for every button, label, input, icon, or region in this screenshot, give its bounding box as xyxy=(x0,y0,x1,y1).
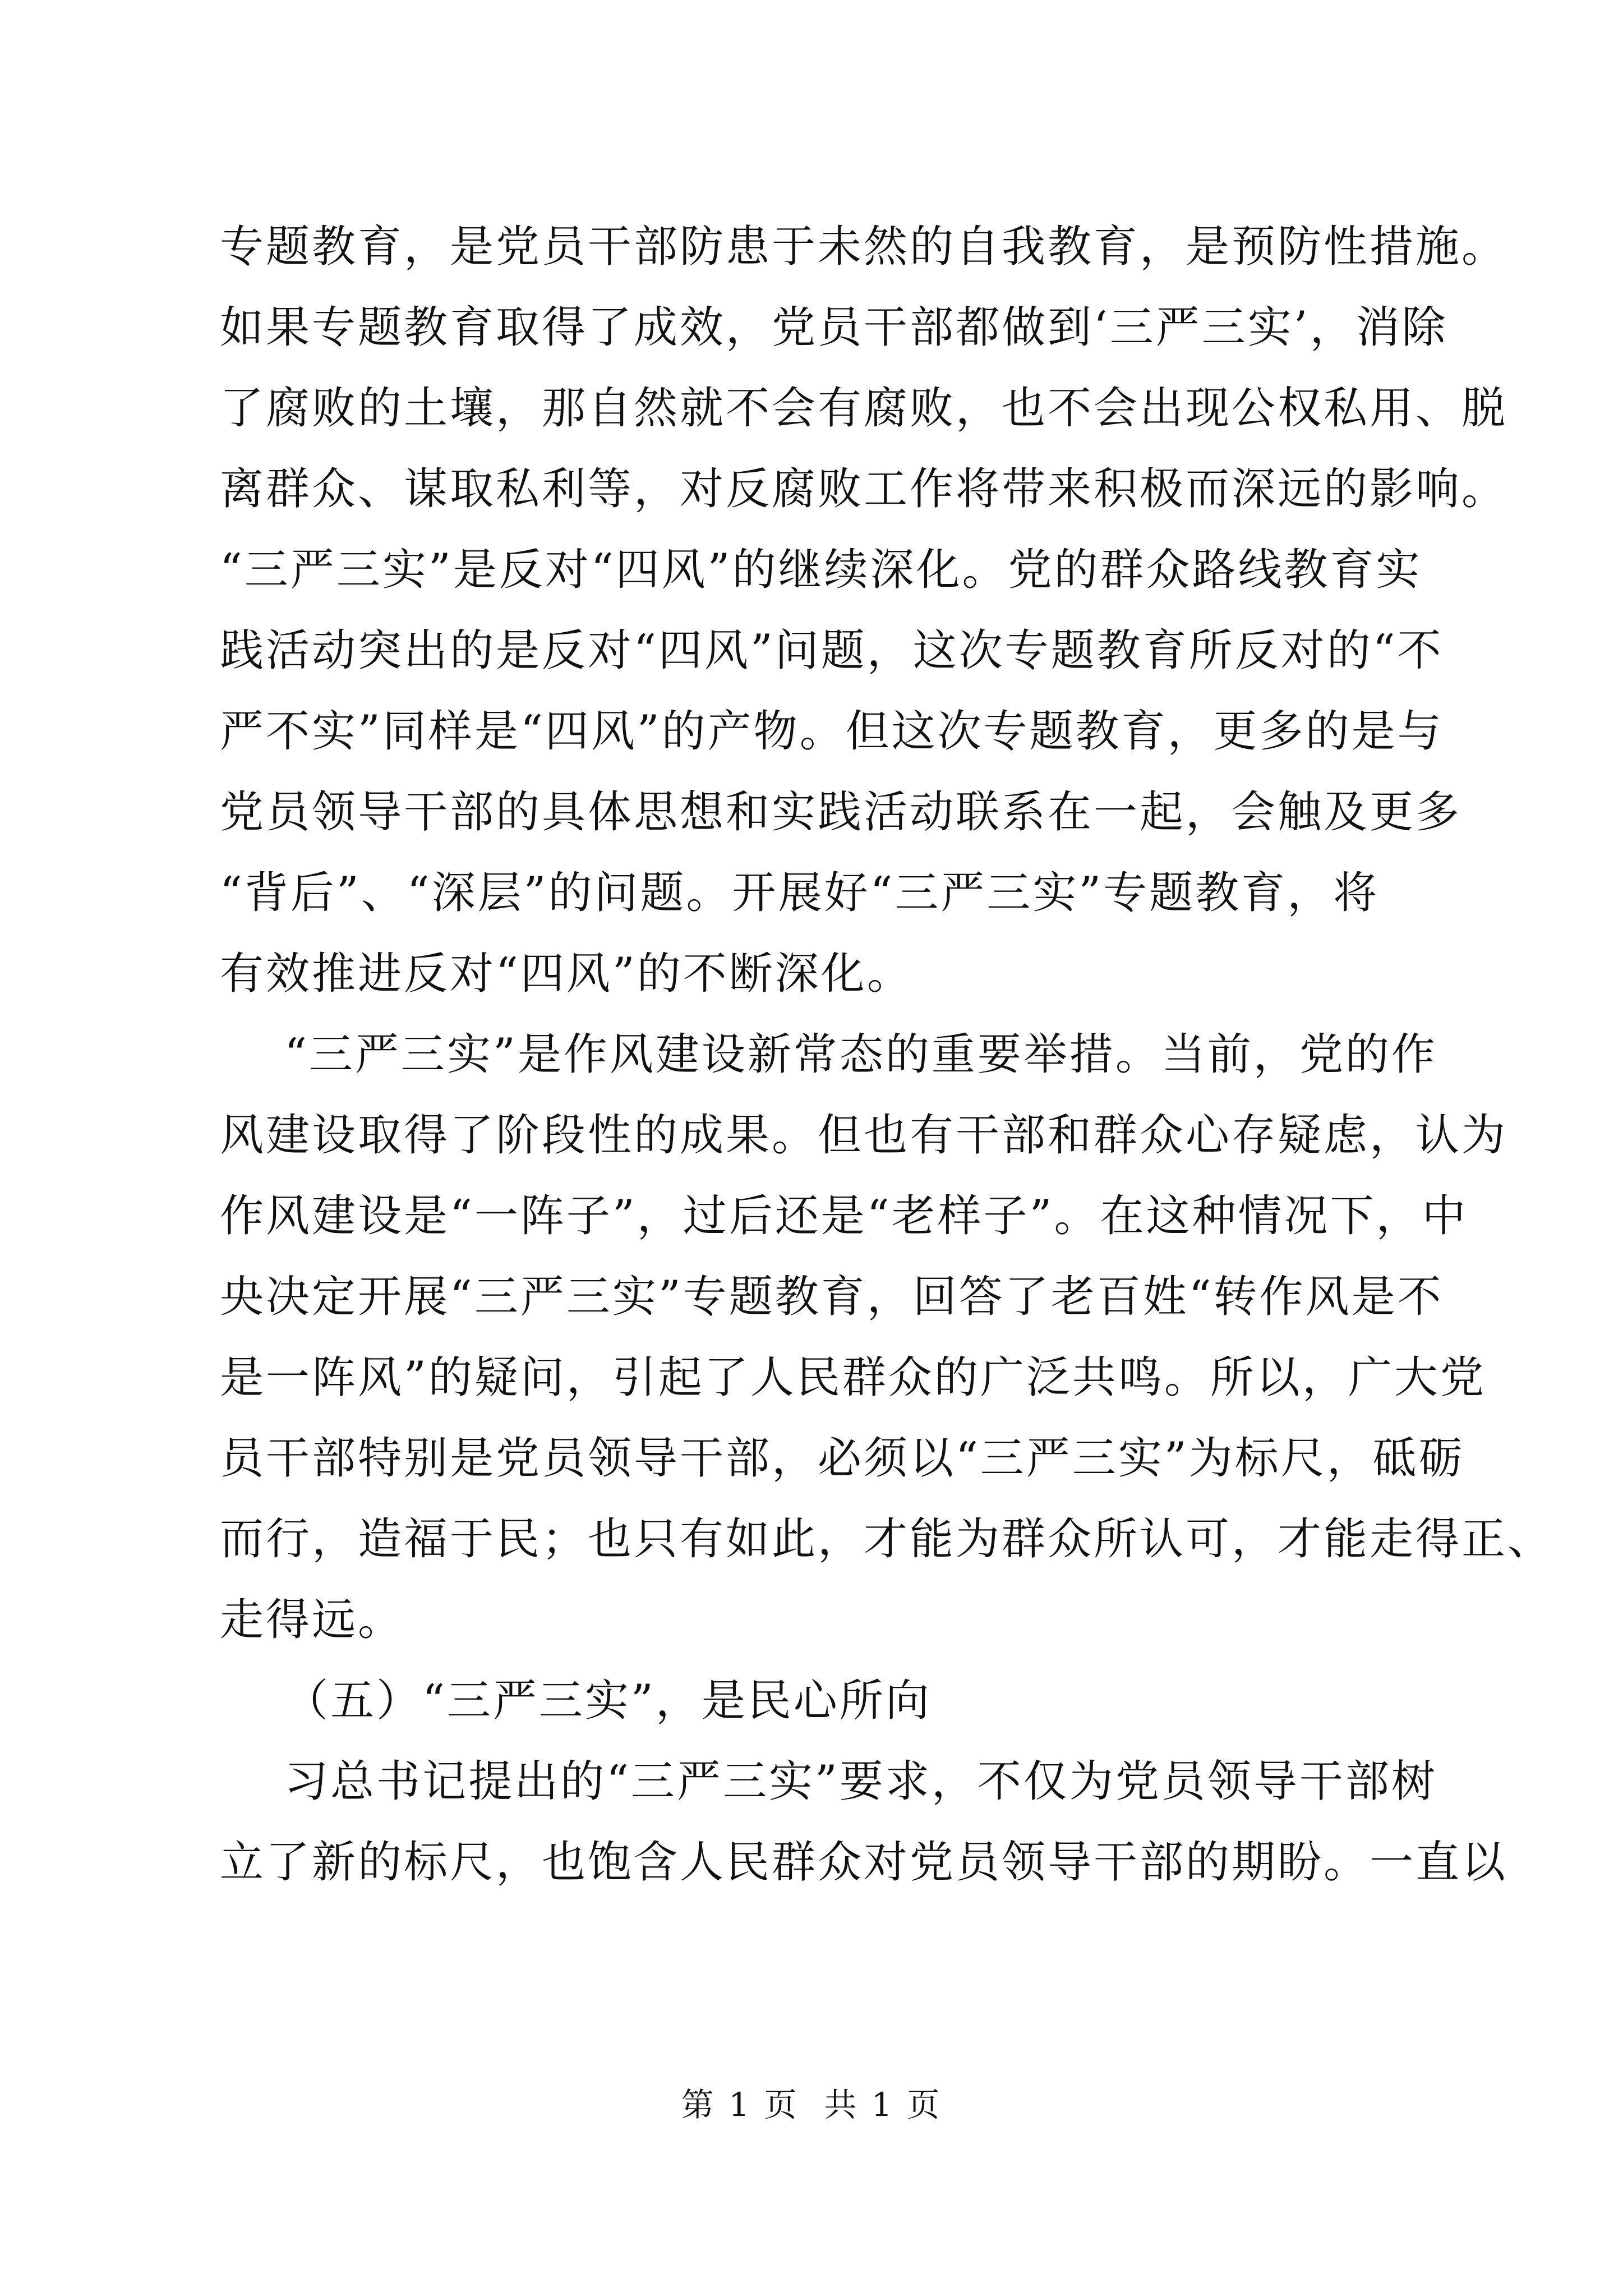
text-line: 央决定开展“三严三实”专题教育，回答了老百姓“转作风是不 xyxy=(220,1272,1444,1322)
text-line: 如果专题教育取得了成效，党员干部都做到‘三严三实’，消除 xyxy=(220,302,1448,353)
text-line: 严不实”同样是“四风”的产物。但这次专题教育，更多的是与 xyxy=(220,706,1444,757)
text-line: 而行，造福于民；也只有如此，才能为群众所认可，才能走得正、 xyxy=(220,1514,1554,1565)
text-line: “三严三实”是作风建设新常态的重要举措。当前，党的作 xyxy=(220,1029,1437,1080)
section-heading: （五）“三严三实”，是民心所向 xyxy=(220,1676,932,1726)
text-line: 员干部特别是党员领导干部，必须以“三严三实”为标尺，砥砺 xyxy=(220,1433,1465,1484)
text-line: 离群众、谋取私利等，对反腐败工作将带来积极而深远的影响。 xyxy=(220,464,1508,514)
text-line: 风建设取得了阶段性的成果。但也有干部和群众心存疑虑，认为 xyxy=(220,1110,1508,1161)
text-line: 走得远。 xyxy=(220,1595,404,1645)
text-line: 立了新的标尺，也饱含人民群众对党员领导干部的期盼。一直以 xyxy=(220,1837,1508,1888)
text-line: “背后”、“深层”的问题。开展好“三严三实”专题教育，将 xyxy=(220,868,1380,918)
text-line: 党员领导干部的具体思想和实践活动联系在一起，会触及更多 xyxy=(220,787,1462,838)
text-line: 是一阵风”的疑问，引起了人民群众的广泛共鸣。所以，广大党 xyxy=(220,1352,1486,1403)
body-text xyxy=(220,206,1554,1903)
text-line: 专题教育，是党员干部防患于未然的自我教育，是预防性措施。 xyxy=(220,222,1508,272)
page-footer: 第 1 页 共 1 页 xyxy=(681,2086,942,2124)
text-line: 作风建设是“一阵子”，过后还是“老样子”。在这种情况下，中 xyxy=(220,1191,1468,1241)
text-line: “三严三实”是反对“四风”的继续深化。党的群众路线教育实 xyxy=(220,545,1422,595)
text-line: 有效推进反对“四风”的不断深化。 xyxy=(220,949,913,999)
text-line: 习总书记提出的“三严三实”要求，不仅为党员领导干部树 xyxy=(220,1756,1437,1807)
text-line: 了腐败的土壤，那自然就不会有腐败，也不会出现公权私用、脱 xyxy=(220,383,1508,434)
text-line: 践活动突出的是反对“四风”问题，这次专题教育所反对的“不 xyxy=(220,625,1444,676)
